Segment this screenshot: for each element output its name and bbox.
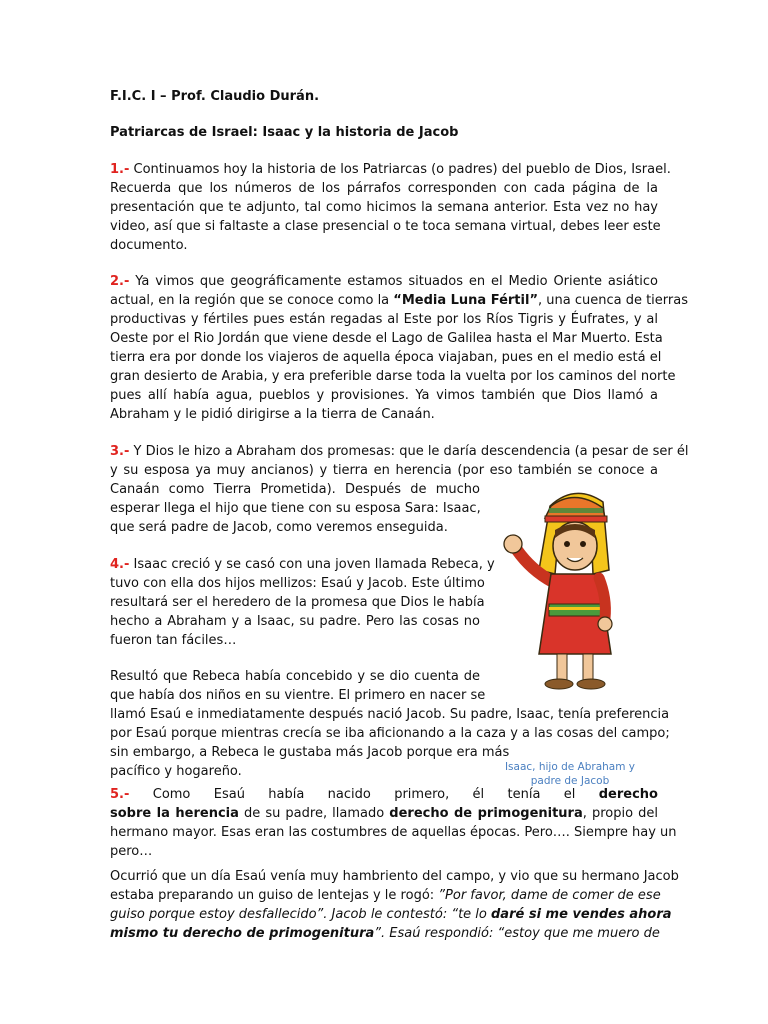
document-header: F.I.C. I – Prof. Claudio Durán. <box>110 89 320 104</box>
p4-number: 4.- <box>110 557 130 572</box>
p5-number: 5.- <box>110 787 130 802</box>
p3-line-2: y su esposa ya muy ancianos) y tierra en herencia (por eso también se conoce a <box>110 463 658 478</box>
p1-line-5: documento. <box>110 238 188 253</box>
p4-line-4: hecho a Abraham y a Isaac, su padre. Pero las cosas no <box>110 614 480 629</box>
p4b-line-2: que había dos niños en su vientre. El primero en nacer se <box>110 688 486 703</box>
p3-number: 3.- <box>110 444 130 459</box>
p2-line-1: 2.- Ya vimos que geográficamente estamos situados en el Medio Oriente asiático <box>110 274 658 289</box>
p2-line-7: pues allí había agua, pueblos y provisiones. Ya vimos también que Dios llamó a <box>110 388 658 403</box>
p1-line-2: Recuerda que los números de los párrafos corresponden con cada página de la <box>110 181 658 196</box>
p1-number: 1.- <box>110 162 130 177</box>
image-caption: Isaac, hijo de Abraham y padre de Jacob <box>504 761 636 787</box>
p1-line-1: 1.- Continuamos hoy la historia de los Patriarcas (o padres) del pueblo de Dios, Israel. <box>110 162 671 177</box>
p4-line-1: 4.- Isaac creció y se casó con una joven llamada Rebeca, y <box>110 557 495 572</box>
p5-line-4: pero… <box>110 844 153 859</box>
p2-line-3: productivas y fértiles pues están regadas al Este por los Ríos Tigris y Éufrates, y al <box>110 312 658 327</box>
p2-line-2: actual, en la región que se conoce como la “Media Luna Fértil”, una cuenca de tierras <box>110 293 688 308</box>
p5-line-2: sobre la herencia de su padre, llamado derecho de primogenitura, propio del <box>110 806 658 821</box>
p2-line-5: tierra era por donde los viajeros de aquella época viajaban, pues en el medio está el <box>110 350 662 365</box>
cartoon-isaac-figure <box>495 478 655 698</box>
p3-line-4: esperar llega el hijo que tiene con su esposa Sara: Isaac, <box>110 501 481 516</box>
p4-line-5: fueron tan fáciles… <box>110 633 237 648</box>
p4b-line-3: llamó Esaú e inmediatamente después nació Jacob. Su padre, Isaac, tenía preferencia <box>110 707 670 722</box>
p6-line-4: mismo tu derecho de primogenitura”. Esaú respondió: “estoy que me muero de <box>110 926 660 941</box>
p4-line-2: tuvo con ella dos hijos mellizos: Esaú y Jacob. Este último <box>110 576 485 591</box>
p1-line-3: presentación que te adjunto, tal como hicimos la semana anterior. Esta vez no hay <box>110 200 658 215</box>
p4b-line-6: pacífico y hogareño. <box>110 764 242 779</box>
media-luna-fertil: “Media Luna Fértil” <box>393 293 538 308</box>
p6-line-3: guiso porque estoy desfallecido”. Jacob le contestó: “te lo daré si me vendes ahora <box>110 907 672 922</box>
p3-line-1: 3.- Y Dios le hizo a Abraham dos promesas: que le daría descendencia (a pesar de ser él <box>110 444 689 459</box>
p6-line-1: Ocurrió que un día Esaú venía muy hambriento del campo, y vio que su hermano Jacob <box>110 869 679 884</box>
document-title: Patriarcas de Israel: Isaac y la historia de Jacob <box>110 125 459 140</box>
p4b-line-4: por Esaú porque mientras crecía se iba aficionando a la caza y a las cosas del campo; <box>110 726 670 741</box>
p5-line-3: hermano mayor. Esas eran las costumbres de aquellas épocas. Pero…. Siempre hay un <box>110 825 677 840</box>
p3-line-3: Canaán como Tierra Prometida). Después de mucho <box>110 482 480 497</box>
p3-line-5: que será padre de Jacob, como veremos enseguida. <box>110 520 448 535</box>
p6-line-2: estaba preparando un guiso de lentejas y le rogó: ”Por favor, dame de comer de ese <box>110 888 661 903</box>
p4-line-3: resultará ser el heredero de la promesa que Dios le había <box>110 595 485 610</box>
p2-line-6: gran desierto de Arabia, y era preferible darse toda la vuelta por los caminos del norte <box>110 369 676 384</box>
p2-line-8: Abraham y le pidió dirigirse a la tierra de Canaán. <box>110 407 435 422</box>
p4b-line-5: sin embargo, a Rebeca le gustaba más Jacob porque era más <box>110 745 510 760</box>
p2-line-4: Oeste por el Rio Jordán que viene desde el Lago de Galilea hasta el Mar Muerto. Esta <box>110 331 663 346</box>
p5-line-1: 5.- Como Esaú había nacido primero, él tenía el derecho <box>110 787 658 802</box>
p4b-line-1: Resultó que Rebeca había concebido y se dio cuenta de <box>110 669 480 684</box>
p2-number: 2.- <box>110 274 130 289</box>
p1-line-4: video, así que si faltaste a clase presencial o te toca semana virtual, debes leer este <box>110 219 661 234</box>
